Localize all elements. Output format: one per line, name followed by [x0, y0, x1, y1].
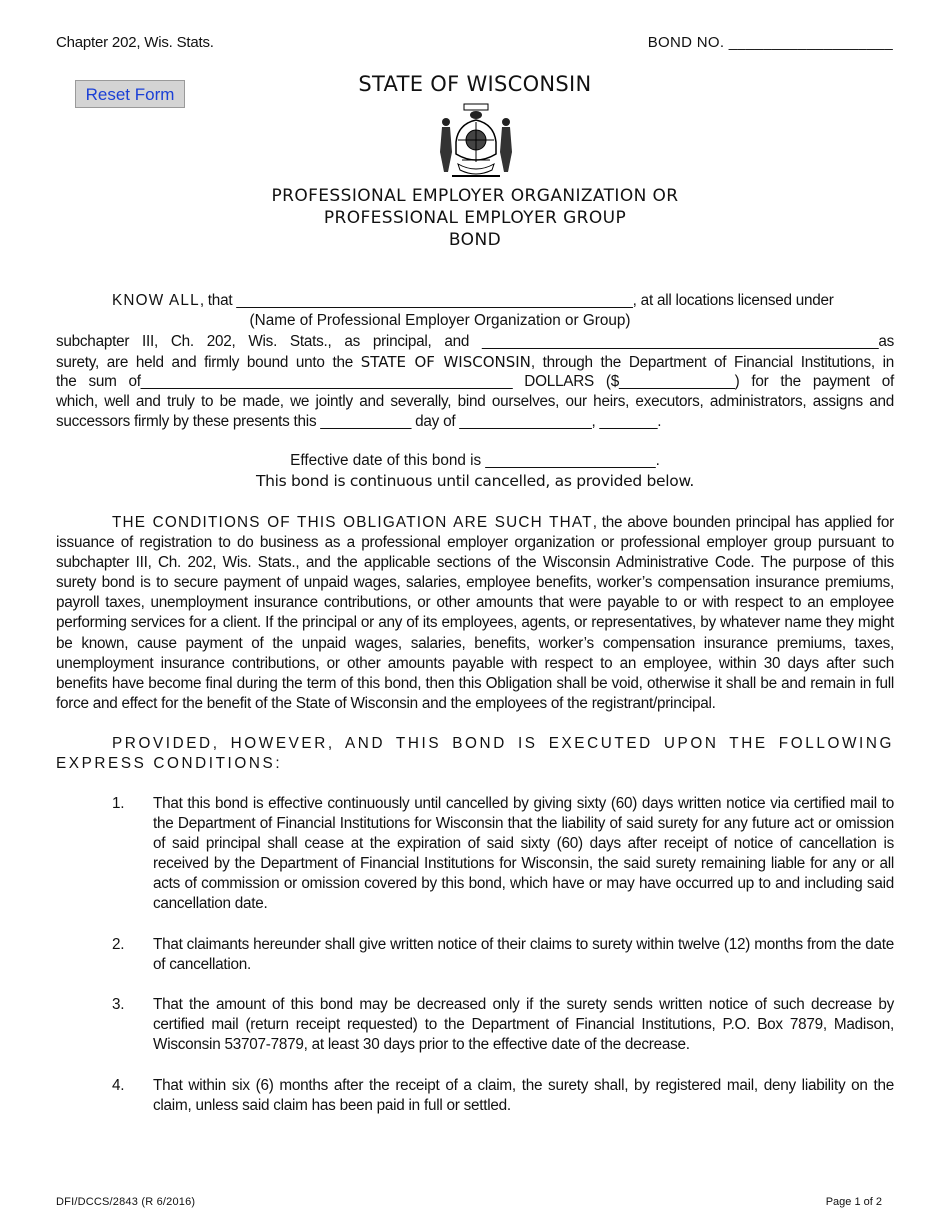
- form-id: DFI/DCCS/2843 (R 6/2016): [56, 1196, 196, 1208]
- document-title: [0, 185, 950, 251]
- list-item-text: That the amount of this bond may be decreased only if the surety sends written notice of such decrease by certified mail (return receipt requested) to the Department of Financial Institutions, P.O. Box 7879, Madison, Wisconsin 53707-7879, at least 30 days prior to the effective date of the decrease.: [153, 996, 894, 1054]
- bond-amount-field[interactable]: the sum of_____________________________________________ DOLLARS ($______________) for the payment of: [56, 373, 894, 390]
- surety-text-a: surety, are held and firmly bound unto the: [56, 354, 361, 371]
- bond-number-field[interactable]: BOND NO. ___________________: [647, 34, 893, 51]
- know-all-line-3: [56, 352, 894, 373]
- title-line-1: PROFESSIONAL EMPLOYER ORGANIZATION OR: [271, 186, 679, 206]
- know-all-lead: KNOW ALL: [112, 292, 200, 309]
- surety-name-field[interactable]: subchapter III, Ch. 202, Wis. Stats., as principal, and ________________________________________________as: [56, 333, 894, 350]
- principal-name-caption: (Name of Professional Employer Organization or Group): [249, 312, 631, 329]
- state-of-wisconsin-inline: STATE OF WISCONSIN: [360, 353, 531, 371]
- provided-paragraph: [56, 734, 894, 774]
- chapter-reference: Chapter 202, Wis. Stats.: [56, 34, 214, 51]
- effective-date-field[interactable]: Effective date of this bond is ____________________.: [290, 452, 660, 469]
- reset-form-button[interactable]: Reset Form: [75, 80, 185, 108]
- continuous-statement: This bond is continuous until cancelled, as provided below.: [255, 472, 695, 490]
- list-item-text: That within six (6) months after the receipt of a claim, the surety shall, by registered mail, deny liability on the claim, unless said claim has been paid in full or settled.: [153, 1077, 894, 1115]
- know-all-line-5: which, well and truly to be made, we jointly and severally, bind ourselves, our heirs, executors, administrators, assigns and: [56, 393, 894, 410]
- execution-date-field[interactable]: successors firmly by these presents this ___________ day of ________________, _______.: [56, 413, 662, 430]
- title-line-3: BOND: [448, 230, 502, 250]
- list-item-text: That claimants hereunder shall give written notice of their claims to surety within twelve (12) months from the date of cancellation.: [153, 936, 894, 974]
- wisconsin-coat-of-arms-icon: [436, 102, 516, 182]
- list-item-number: 3.: [112, 996, 125, 1013]
- state-title: STATE OF WISCONSIN: [358, 72, 592, 96]
- principal-name-field[interactable]: , that ________________________________________________, at all locations licensed under: [199, 292, 834, 309]
- conditions-lead: THE CONDITIONS OF THIS OBLIGATION ARE SUCH THAT: [112, 514, 593, 531]
- list-item-number: 1.: [112, 795, 125, 812]
- list-item-number: 4.: [112, 1077, 125, 1094]
- surety-text-b: , through the Department of Financial Institutions, in: [530, 354, 895, 371]
- conditions-text: , the above bounden principal has applied for issuance of registration to do business as a professional employer organization or professional employer group pursuant to subchapter III, Ch. 202, Wis. Stats., and the applicable sections of the Wisconsin Administrative Code. The purpose of this surety bond is to secure payment of unpaid wages, salaries, employee benefits, worker’s compensation insurance premiums, payroll taxes, unemployment insurance contributions, or other amounts that were payable to or with respect to an employee performing services for a client. If the principal or any of its employees, agents, or representatives, by whatever name they might be known, cause payment of the unpaid wages, salaries, benefits, worker’s compensation insurance premiums, taxes, unemployment insurance contributions, or other amounts payable with respect to an employee, within 30 days after such benefits have become final during the term of this bond, then this Obligation shall be void, otherwise it shall be and remain in full force and effect for the benefit of the State of Wisconsin and the employees of the registrant/principal.: [56, 514, 894, 712]
- title-line-2: PROFESSIONAL EMPLOYER GROUP: [323, 208, 627, 228]
- know-all-line-1: [56, 291, 894, 311]
- provided-text: PROVIDED, HOWEVER, AND THIS BOND IS EXECUTED UPON THE FOLLOWING EXPRESS CONDITIONS:: [56, 735, 894, 773]
- conditions-paragraph: [56, 513, 894, 714]
- list-item-number: 2.: [112, 936, 125, 953]
- list-item-text: That this bond is effective continuously until cancelled by giving sixty (60) days written notice via certified mail to the Department of Financial Institutions for Wisconsin that the liability of said surety for any future act or omission of said principal shall cease at the expiration of said sixty (60) days after receipt of notice of cancellation is received by the Department of Financial Institutions for Wisconsin, the said surety remaining liable for any or all acts of commission or omission covered by this bond, which have or may have occurred up to and including said cancellation date.: [153, 795, 894, 913]
- page-number: Page 1 of 2: [825, 1196, 882, 1208]
